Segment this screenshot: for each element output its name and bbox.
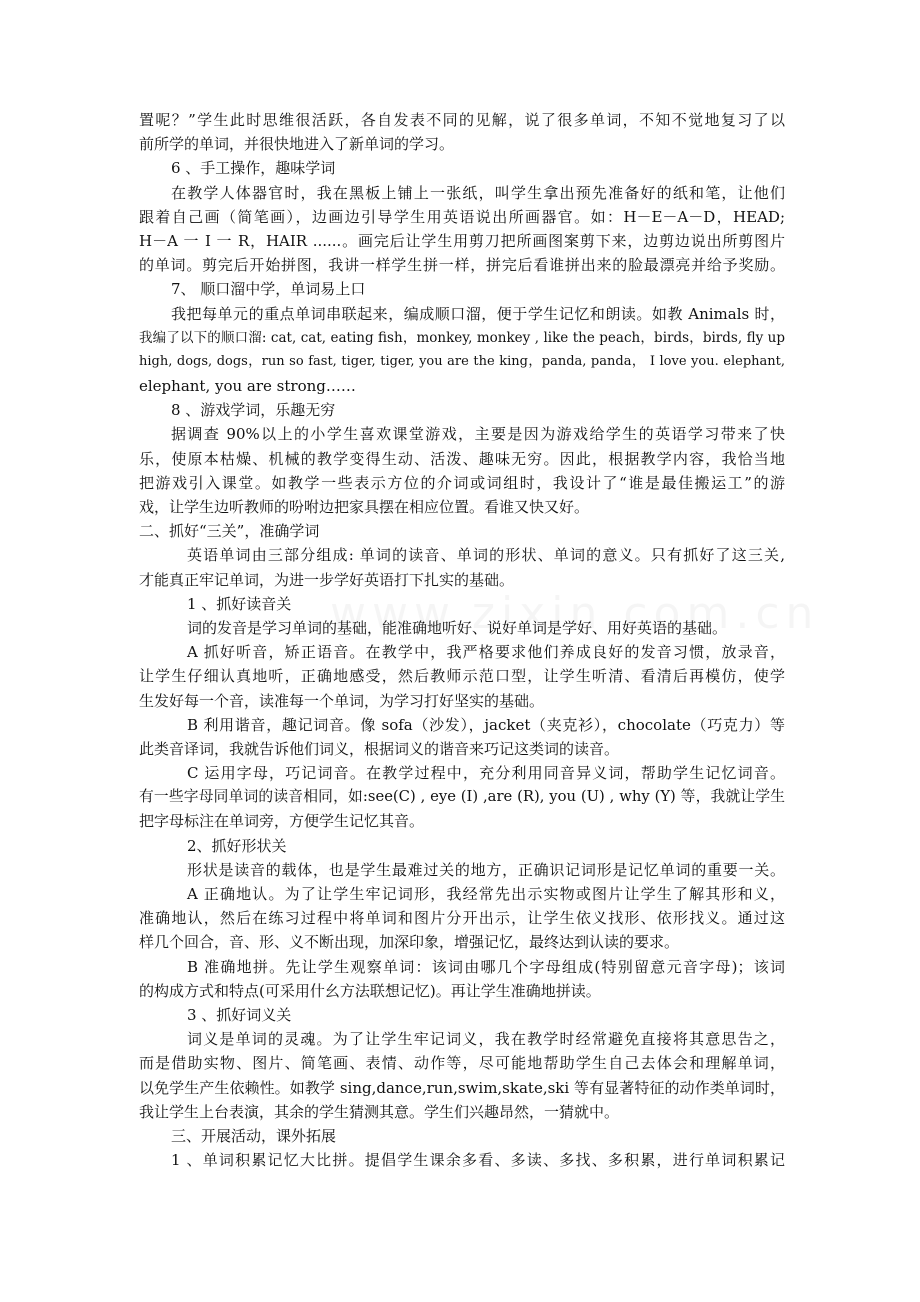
text-line: 3 、抓好词义关	[187, 1005, 292, 1024]
text-line: A 正确地认。为了让学生牢记词形，我经常先出示实物或图片让学生了解其形和义，	[187, 885, 785, 903]
text-line: B 准确地拼。先让学生观察单词：该词由哪几个字母组成(特别留意元音字母)；该词	[187, 957, 785, 976]
text-line: elephant, you are strong……	[139, 377, 356, 396]
text-line: 前所学的单词，并很快地进入了新单词的学习。	[139, 135, 455, 154]
text-line: 据调查 90%以上的小学生喜欢课堂游戏，主要是因为游戏给学生的英语学习带来了快	[171, 425, 785, 444]
text-line: 有一些字母同单词的读音相同，如:see(C) , eye (I) ,are (R), you (U) , why (Y) 等，我就让学生	[139, 788, 785, 806]
text-line: 词的发音是学习单词的基础，能准确地听好、说好单词是学好、用好英语的基础。	[187, 618, 728, 637]
text-line: high, dogs, dogs，run so fast, tiger, tiger, you are the king，panda, panda， I love you. elephant,	[139, 353, 785, 369]
text-line: C 运用字母，巧记词音。在教学过程中，充分利用同音异义词，帮助学生记忆词音。	[187, 764, 785, 783]
text-line: 把游戏引入课堂。如教学一些表示方位的介词或词组时，我设计了“谁是最佳搬运工”的游	[139, 473, 785, 492]
text-line: 而是借助实物、图片、简笔画、表情、动作等，尽可能地帮助学生自己去体会和理解单词，	[139, 1054, 785, 1073]
text-line: 在教学人体器官时，我在黑板上铺上一张纸，叫学生拿出预先准备好的纸和笔，让他们	[171, 183, 785, 202]
text-line: B 利用谐音，趣记词音。像 sofa（沙发），jacket（夹克衫），chocolate（巧克力）等	[187, 715, 785, 734]
text-line: 7、 顺口溜中学，单词易上口	[171, 280, 366, 299]
text-line: 样几个回合，音、形、义不断出现，加深印象，增强记忆，最终达到认读的要求。	[139, 933, 680, 952]
text-line: 的单词。剪完后开始拼图，我讲一样学生拼一样，拼完后看谁拼出来的脸最漂亮并给予奖励。	[139, 256, 785, 275]
text-line: 词义是单词的灵魂。为了让学生牢记词义，我在教学时经常避免直接将其意思告之，	[187, 1030, 785, 1049]
text-line: A 抓好听音，矫正语音。在教学中，我严格要求他们养成良好的发音习惯，放录音，	[187, 643, 785, 662]
text-line: 英语单词由三部分组成: 单词的读音、单词的形状、单词的意义。只有抓好了这三关,	[187, 546, 785, 565]
text-line: 把字母标注在单词旁，方便学生记忆其音。	[139, 812, 425, 831]
text-line: 乐，使原本枯燥、机械的教学变得生动、活泼、趣味无穷。因此，根据教学内容，我恰当地	[139, 449, 785, 468]
text-line: 戏，让学生边听教师的吩咐边把家具摆在相应位置。看谁又快又好。	[139, 498, 590, 516]
text-line: 让学生仔细认真地听，正确地感受，然后教师示范口型，让学生听清、看清后再模仿，使学	[139, 667, 785, 686]
text-line: 以免学生产生依赖性。如教学 sing,dance,run,swim,skate,ski 等有显著特征的动作类单词时，	[139, 1078, 785, 1097]
text-line: 6 、手工操作，趣味学词	[171, 159, 336, 178]
text-line: 1 、抓好读音关	[187, 594, 292, 613]
text-line: 2、抓好形状关	[187, 836, 287, 855]
text-line: H－A 一 I 一 R，HAIR ......。画完后让学生用剪刀把所画图案剪下来，边剪边说出所剪图片	[139, 231, 785, 250]
text-line: 1 、单词积累记忆大比拼。提倡学生课余多看、多读、多找、多积累，进行单词积累记	[171, 1151, 785, 1170]
text-line: 才能真正牢记单词，为进一步学好英语打下扎实的基础。	[139, 570, 515, 589]
text-line: 二、抓好“三关”，准确学词	[139, 522, 320, 541]
text-line: 跟着自己画（简笔画），边画边引导学生用英语说出所画器官。如：H－E－A－D，HEAD;	[139, 207, 785, 226]
text-line: 准确地认，然后在练习过程中将单词和图片分开出示，让学生依义找形、依形找义。通过这	[139, 909, 785, 928]
text-line: 我把每单元的重点单词串联起来，编成顺口溜，便于学生记忆和朗读。如教 Animals 时，	[171, 304, 785, 323]
text-line: 生发好每一个音，读准每一个单词，为学习打好坚实的基础。	[139, 691, 545, 710]
text-line: 8 、游戏学词，乐趣无穷	[171, 401, 336, 420]
document-body	[139, 108, 785, 1172]
text-line: 形状是读音的载体，也是学生最难过关的地方，正确识记词形是记忆单词的重要一关。	[187, 860, 785, 879]
text-line: 置呢？”学生此时思维很活跃，各自发表不同的见解，说了很多单词，不知不觉地复习了以	[139, 111, 785, 129]
text-line: 我让学生上台表演，其余的学生猜测其意。学生们兴趣昂然，一猜就中。	[139, 1102, 620, 1121]
text-line: 三、开展活动，课外拓展	[171, 1126, 337, 1145]
text-line: 的构成方式和特点(可采用什幺方法联想记忆)。再让学生准确地拼读。	[139, 981, 601, 1000]
text-line: 我编了以下的顺口溜: cat, cat, eating fish，monkey, monkey , like the peach，birds，birds, fly up	[139, 329, 785, 346]
text-line: 此类音译词，我就告诉他们词义，根据词义的谐音来巧记这类词的读音。	[139, 739, 620, 758]
